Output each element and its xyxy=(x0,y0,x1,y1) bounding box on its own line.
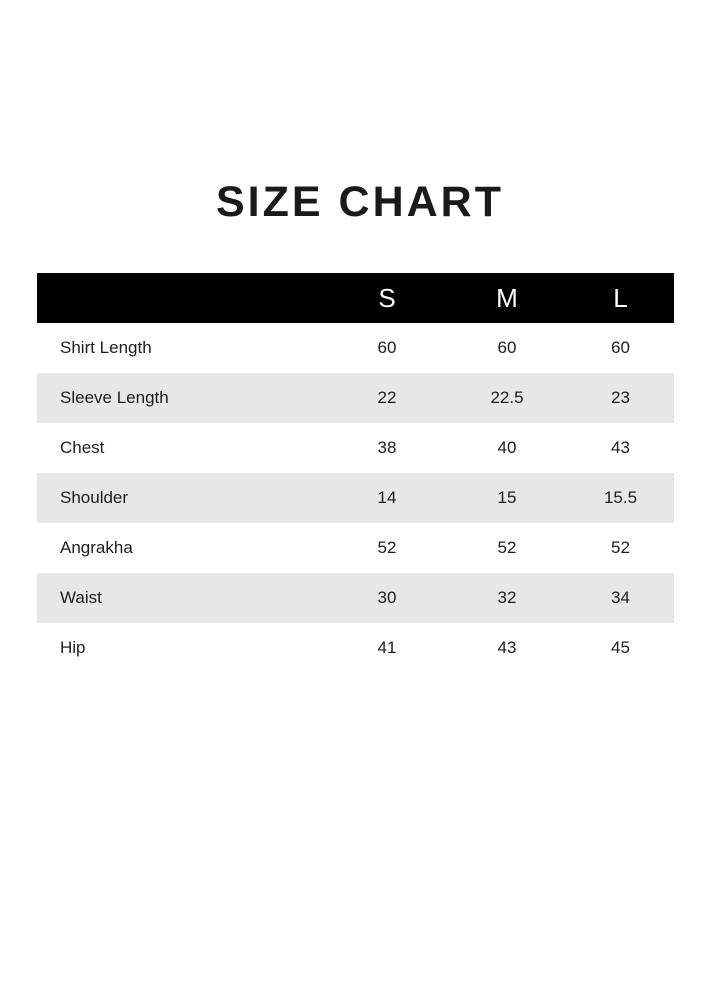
row-label: Shoulder xyxy=(60,488,129,507)
row-label: Sleeve Length xyxy=(60,388,169,407)
header-cell-m: M xyxy=(496,282,518,313)
value-s: 38 xyxy=(377,438,397,457)
table-header-row xyxy=(37,273,674,323)
row-label: Hip xyxy=(60,638,86,657)
header-cell-l: L xyxy=(613,282,628,313)
table-row-sleeve-length xyxy=(37,373,674,423)
value-s: 22 xyxy=(377,388,397,407)
value-m: 15 xyxy=(497,488,517,507)
table-row-angrakha xyxy=(37,523,674,573)
value-m: 22.5 xyxy=(490,388,524,407)
value-s: 30 xyxy=(377,588,397,607)
value-s: 52 xyxy=(377,538,397,557)
value-m: 32 xyxy=(497,588,517,607)
value-s: 41 xyxy=(377,638,397,657)
row-label: Shirt Length xyxy=(60,338,152,357)
row-label: Chest xyxy=(60,438,105,457)
table-row-shoulder xyxy=(37,473,674,523)
value-m: 40 xyxy=(497,438,517,457)
header-cell-s: S xyxy=(378,282,396,313)
value-l: 52 xyxy=(611,538,630,557)
table-row-hip xyxy=(37,623,674,673)
value-l: 34 xyxy=(611,588,630,607)
value-l: 15.5 xyxy=(603,488,638,507)
row-label: Angrakha xyxy=(60,538,133,557)
table-row-shirt-length xyxy=(37,323,674,373)
value-s: 60 xyxy=(377,338,397,357)
table-row-chest xyxy=(37,423,674,473)
page-title: SIZE CHART xyxy=(216,178,504,226)
value-l: 60 xyxy=(611,338,630,357)
value-m: 43 xyxy=(497,638,517,657)
value-l: 45 xyxy=(611,638,630,657)
value-s: 14 xyxy=(377,488,397,507)
value-l: 23 xyxy=(611,388,630,407)
value-m: 60 xyxy=(497,338,517,357)
size-table xyxy=(37,273,674,673)
table-body xyxy=(37,323,674,673)
table-row-waist xyxy=(37,573,674,623)
value-l: 43 xyxy=(611,438,630,457)
value-m: 52 xyxy=(497,538,517,557)
row-label: Waist xyxy=(60,588,102,607)
